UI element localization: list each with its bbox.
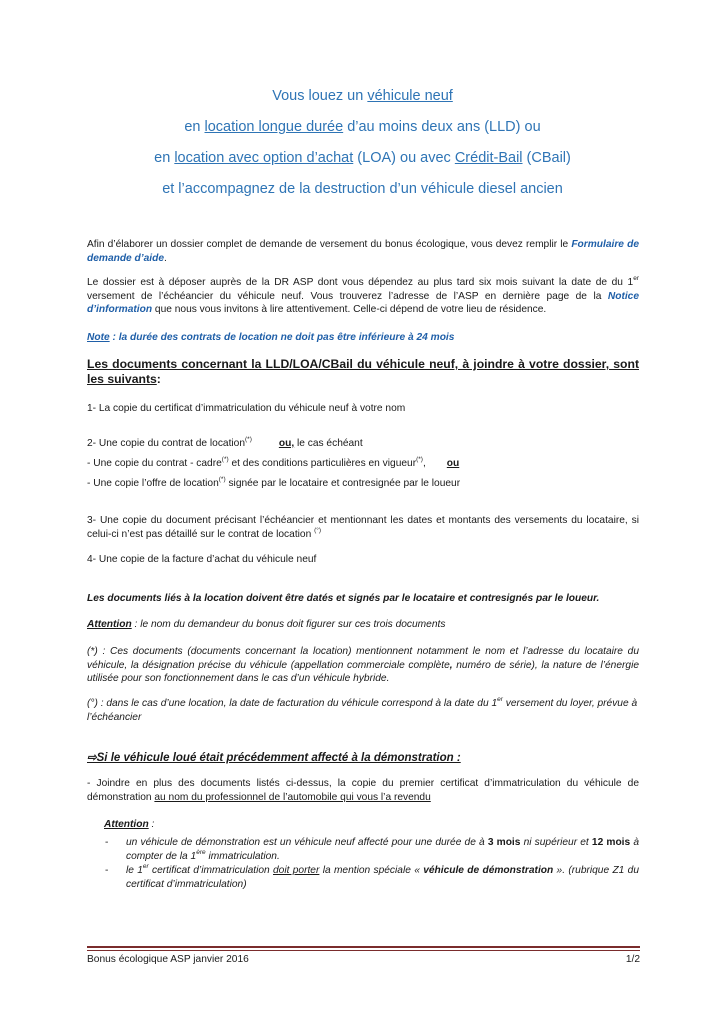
- attention-note: Attention : le nom du demandeur du bonus doit figurer sur ces trois documents: [87, 619, 446, 630]
- doc-item-4: 4- Une copie de la facture d’achat du véhicule neuf: [87, 554, 317, 565]
- doc-item-2: 2- Une copie du contrat de location(*) ou, le cas échéant: [87, 436, 363, 449]
- demo-paragraph: - Joindre en plus des documents listés ci-dessus, la copie du premier certificat d’immatriculation du véhicule de démonstration au nom du professionnel de l’automobile qui vous l’a revendu: [87, 778, 639, 803]
- star-footnote: (*) : Ces documents (documents concernant la location) mentionnent notamment le nom et l’adresse du locataire du véhicule, la désignation précise du véhicule (appellation commerciale complète, numéro de série), la nature de l’énergie utilisée pour son fonctionnement dans le cas d’un véhicule hybride.: [87, 646, 639, 684]
- bullet-dash-2: -: [105, 865, 109, 876]
- demo-heading: ⇨Si le véhicule loué était précédemment affecté à la démonstration :: [87, 752, 461, 764]
- demo-attention: Attention :: [104, 819, 155, 830]
- bullet-dash-1: -: [105, 837, 109, 848]
- intro-paragraph-1: Afin d’élaborer un dossier complet de demande de versement du bonus écologique, vous devez remplir le Formulaire de demande d’aide.: [87, 239, 639, 264]
- footer-left-text: Bonus écologique ASP janvier 2016: [87, 954, 249, 965]
- title-line-3: en location avec option d’achat (LOA) ou avec Crédit-Bail (CBail): [154, 150, 571, 166]
- documents-heading: Les documents concernant la LLD/LOA/CBail du véhicule neuf, à joindre à votre dossier, sont les suivants:: [87, 357, 639, 386]
- demo-bullet-2: le 1er certificat d’immatriculation doit porter la mention spéciale « véhicule de démonstration ». (rubrique Z1 du certificat d’immatriculation): [126, 863, 639, 890]
- footer-rule: [87, 946, 640, 948]
- intro-paragraph-2: Le dossier est à déposer auprès de la DR ASP dont vous dépendez au plus tard six mois suivant la date de du 1er versement de l’échéancier du véhicule neuf. Vous trouverez l’adresse de l’ASP en dernière page de la Notice d’information que nous vous invitons à lire attentivement. Celle-ci dépend de votre lieu de résidence.: [87, 275, 639, 315]
- demo-bullet-1: un véhicule de démonstration est un véhicule neuf affecté pour une durée de à 3 mois ni supérieur et 12 mois à compter de la 1ère immatriculation.: [126, 837, 640, 862]
- doc-item-2b: - Une copie du contrat - cadre(*) et des conditions particulières en vigueur(*), ou: [87, 456, 460, 469]
- footer-rule-thin: [87, 950, 640, 951]
- title-line-1: Vous louez un véhicule neuf: [272, 88, 453, 104]
- duration-note: Note : la durée des contrats de location ne doit pas être inférieure à 24 mois: [87, 332, 455, 343]
- degree-footnote: (°) : dans le cas d’une location, la date de facturation du véhicule correspond à la date du 1er versement du loyer, prévue à l’échéancier: [87, 696, 638, 723]
- notice-link[interactable]: Notice d’information: [87, 290, 639, 315]
- form-link[interactable]: Formulaire de demande d’aide: [87, 239, 639, 264]
- doc-item-3: 3- Une copie du document précisant l’échéancier et mentionnant les dates et montants des versements du locataire, si celui-ci n’est pas détaillé sur le contrat de location (°): [87, 515, 639, 540]
- title-line-4: et l’accompagnez de la destruction d’un véhicule diesel ancien: [162, 181, 563, 197]
- doc-item-1: 1- La copie du certificat d’immatriculation du véhicule neuf à votre nom: [87, 403, 406, 414]
- title-line-2: en location longue durée d’au moins deux ans (LLD) ou: [184, 119, 541, 135]
- signed-note: Les documents liés à la location doivent être datés et signés par le locataire et contresignés par le loueur.: [87, 593, 600, 604]
- page-number: 1/2: [625, 954, 640, 965]
- doc-item-2c: - Une copie l’offre de location(*) signée par le locataire et contresignée par le loueur: [87, 476, 461, 489]
